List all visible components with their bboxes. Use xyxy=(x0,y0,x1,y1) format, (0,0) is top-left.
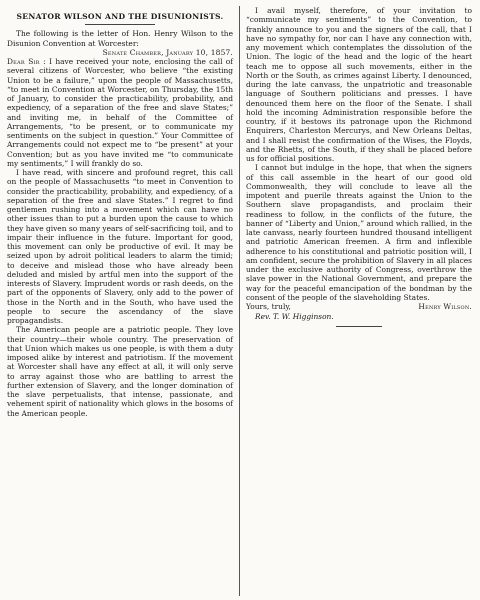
end-rule xyxy=(336,326,382,327)
salutation: Dear Sir : xyxy=(7,57,46,66)
addressee: Rev. T. W. Higginson. xyxy=(255,312,334,322)
intro-paragraph: The following is the letter of Hon. Henry Wilson to the Disunion Convention at Worcester: xyxy=(7,29,233,48)
paragraph-text: I have received your note, enclosing the call of several citizens of Worcester, who believe “the existing Union to be a failure,” upon the people of Massachusetts, “to meet in Convention at Worcester, on Thursday, the 15th of January, to consider the practicability, probability, and expediency, of a separation of the free and slave States;” and inviting me, in behalf of the Committee of Arrangements, “to be present, or to communicate my sentiments on the subject in question.” Your Committee of Arrangements could not expect me to “be present” at your Convention; but as you have invited me “to communicate my sentiments,” I will frankly do so. xyxy=(7,57,233,168)
closing: Yours, truly, xyxy=(246,302,291,311)
headline: SENATOR WILSON AND THE DISUNIONISTS. xyxy=(16,12,224,21)
paragraph: The American people are a patriotic people. They love their country—their whole country. The preservation of that Union which makes us one people, is with them a duty imposed alike by interest and patriotism. If the movement at Worcester shall have any effect at all, it will only serve to array against those who are battling to arrest the further extension of Slavery, and the longer domination of the slave perpetualists, that intense, passionate, and vehement spirit of nationality which glows in the bosoms of the American people. xyxy=(7,325,233,418)
left-column xyxy=(7,6,239,600)
dateline: Senate Chamber, January 10, 1857. xyxy=(102,47,233,57)
paragraph: I avail myself, therefore, of your invitation to “communicate my sentiments” to the Convention, to frankly announce to you and the signers of the call, that I have no sympathy for, nor can I have any connection with, any movement which contemplates the dissolution of the Union. The logic of the head and the logic of the heart teach me to oppose all such movements, either in the North or the South, as crimes against Liberty. I denounced, during the late canvass, the unpatriotic and treasonable language of Southern politicians and presses. I have denounced them here on the floor of the Senate. I shall hold the incoming Administration responsible before the country, if it bestows its patronage upon the Richmond Enquirers, Charleston Mercurys, and New Orleans Deltas, and I shall resist the confirmation of the Wises, the Floyds, and the Rhetts, of the South, if they shall be placed before us for official positions. xyxy=(246,6,472,163)
first-paragraph xyxy=(7,57,233,168)
paragraph: I cannot but indulge in the hope, that when the signers of this call assemble in the heart of our good old Commonwealth, they will conclude to leave all the impotent and puerile threats against the Union to the Southern slave propagandists, and proclaim their readiness to follow, in the conflicts of the future, the banner of “Liberty and Union,” around which rallied, in the late canvass, nearly fourteen hundred thousand intelligent and patriotic American freemen. A firm and inflexible adherence to his constitutional and patriotic position will, I am confident, secure the prohibition of Slavery in all places under the exclusive authority of Congress, overthrow the slave power in the National Government, and prepare the way for the peaceful emancipation of the bondman by the consent of the people of the slaveholding States. xyxy=(246,163,472,302)
headline-rule xyxy=(85,24,155,25)
paragraph: I have read, with sincere and profound regret, this call on the people of Massachusetts “to meet in Convention to consider the practicability, probability, and expediency, of a separation of the free and slave States.” I regret to find gentlemen rushing into a movement which can have no other issues than to put a burden upon the cause to which they have given so many years of self-sacrificing toil, and to impair their influence in the future. Important for good, this movement can only be productive of evil. It may be seized upon by adroit political leaders to alarm the timid; to deceive and mislead those who have already been deluded and misled by artful men into the support of the interests of Slavery. Imprudent words or rash deeds, on the part of the opponents of Slavery, only add to the power of those in the North and in the South, who have used the people to secure the ascendancy of the slave propagandists. xyxy=(7,168,233,325)
right-column xyxy=(240,6,472,600)
signature-line xyxy=(246,302,472,311)
signature: Henry Wilson. xyxy=(418,302,472,311)
